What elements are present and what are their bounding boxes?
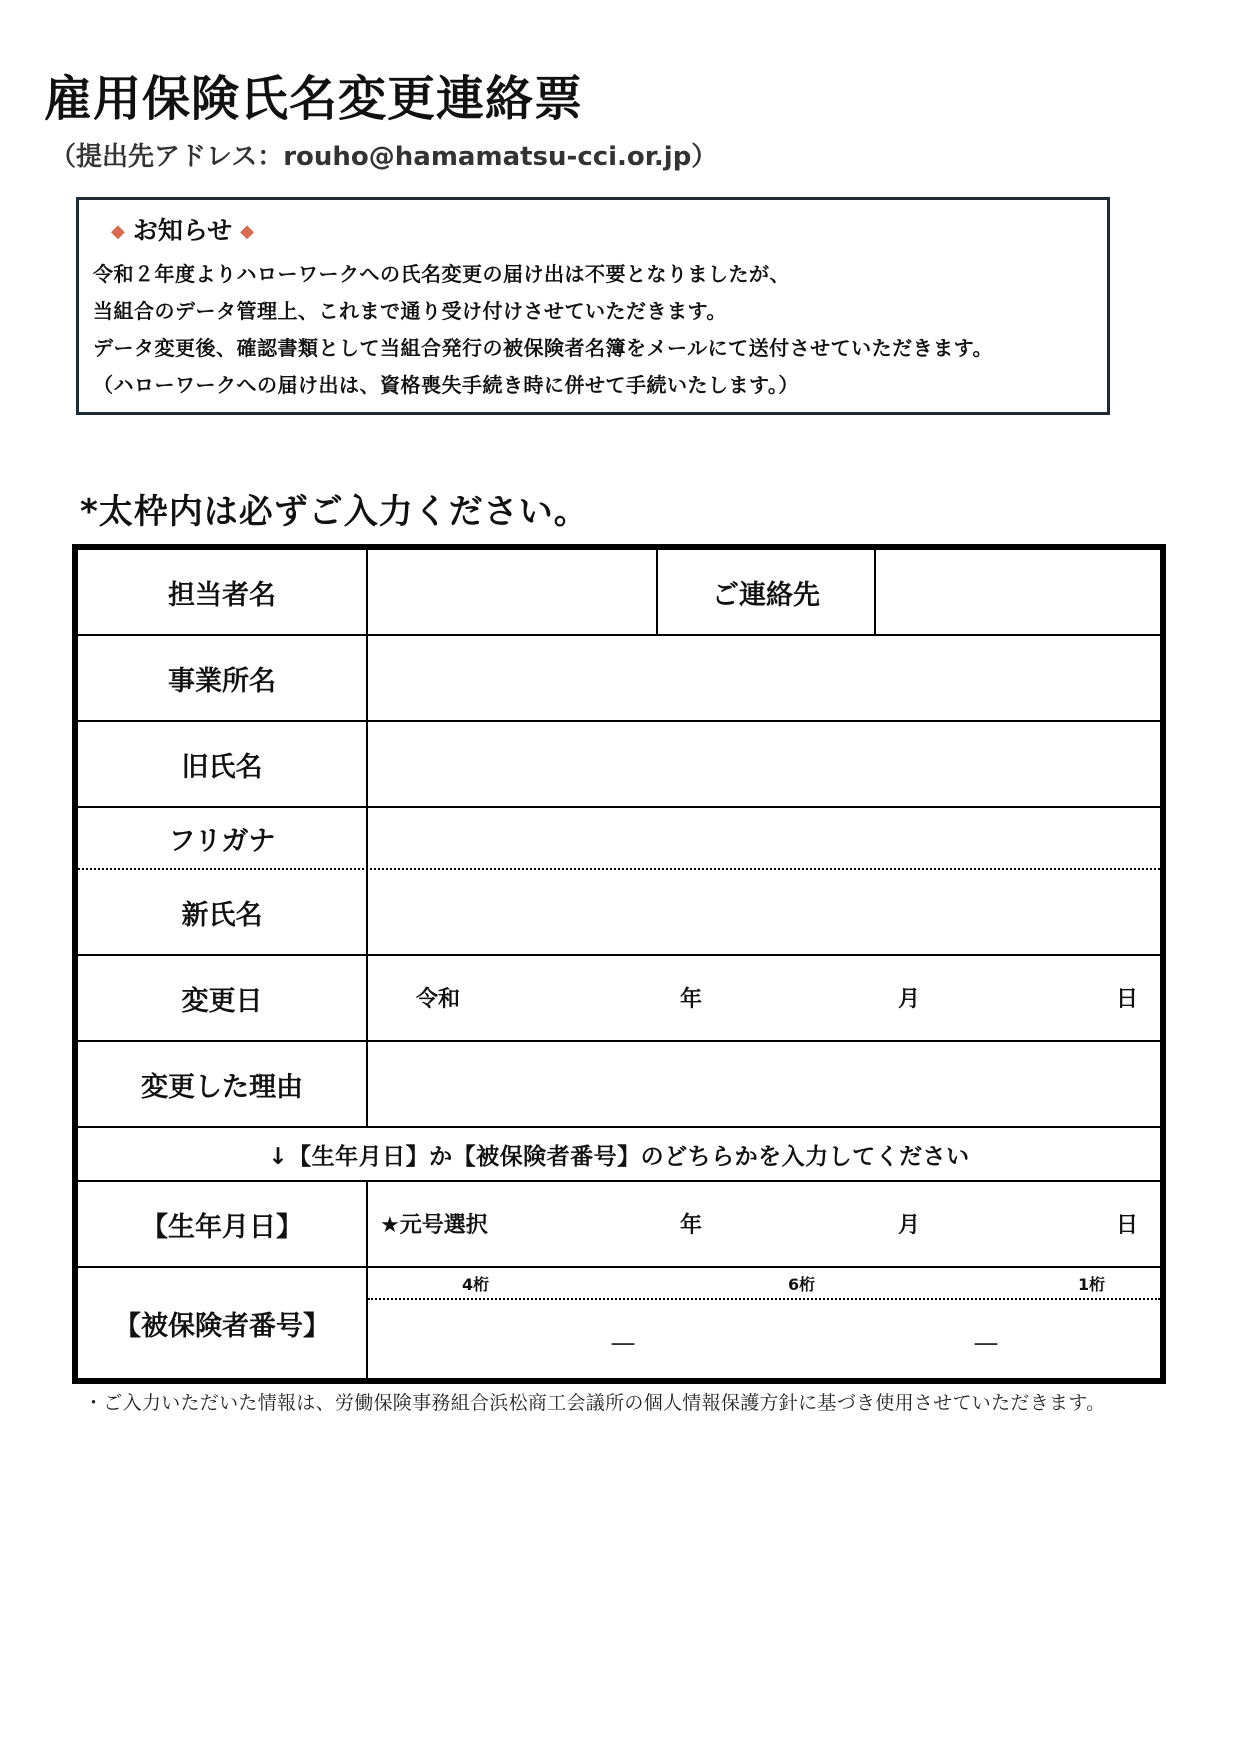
form-table: [72, 544, 1166, 1384]
furigana-input[interactable]: [368, 808, 1160, 868]
notice-box: [76, 197, 1110, 415]
day-unit: 日: [1116, 987, 1139, 1012]
row-furigana: [78, 808, 1160, 870]
era-select[interactable]: ★元号選択: [380, 1213, 488, 1238]
month-unit: 月: [898, 1213, 921, 1238]
separator-dash: ＿: [612, 1323, 635, 1348]
row-choice-note: [78, 1128, 1160, 1182]
digits-6-label: 6桁: [788, 1275, 816, 1294]
notice-heading: [103, 212, 1093, 250]
birthdate-input[interactable]: [368, 1182, 1160, 1266]
person-in-charge-input[interactable]: [368, 550, 658, 634]
office-name-input[interactable]: [368, 636, 1160, 720]
row-insured-number: [78, 1268, 1160, 1378]
insured-number-input[interactable]: [368, 1268, 1160, 1378]
row-office-name: [78, 636, 1160, 722]
notice-line: 当組合のデータ管理上、これまで通り受け付けさせていただきます。: [93, 299, 727, 323]
reason-input[interactable]: [368, 1042, 1160, 1126]
insured-number-label: 【被保険者番号】: [78, 1268, 368, 1378]
person-in-charge-label: 担当者名: [78, 550, 368, 634]
birthdate-label: 【生年月日】: [78, 1182, 368, 1266]
digit-header: [368, 1268, 1160, 1300]
required-instruction: *太枠内は必ずご入力ください。: [80, 492, 589, 532]
privacy-note: ・ご入力いただいた情報は、労働保険事務組合浜松商工会議所の個人情報保護方針に基づき使用させていただきます。: [84, 1392, 1106, 1414]
year-unit: 年: [680, 1213, 703, 1238]
old-name-label: 旧氏名: [78, 722, 368, 806]
choice-note: ↓【生年月日】か【被保険者番号】のどちらかを入力してください: [268, 1143, 970, 1170]
separator-dash: ＿: [975, 1323, 998, 1348]
year-unit: 年: [680, 987, 703, 1012]
new-name-label: 新氏名: [78, 870, 368, 954]
contact-label: ご連絡先: [658, 550, 876, 634]
change-date-input[interactable]: [368, 956, 1160, 1040]
notice-line: （ハローワークへの届け出は、資格喪失手続き時に併せて手続いたします。）: [93, 373, 799, 397]
row-change-date: [78, 956, 1160, 1042]
diamond-icon: ◆: [240, 221, 254, 242]
submit-address: （提出先アドレス：rouho@hamamatsu-cci.or.jp）: [50, 142, 718, 172]
row-reason: [78, 1042, 1160, 1128]
reason-label: 変更した理由: [78, 1042, 368, 1126]
contact-input[interactable]: [876, 550, 1160, 634]
month-unit: 月: [898, 987, 921, 1012]
notice-line: データ変更後、確認書類として当組合発行の被保険者名簿をメールにて送付させていただきます。: [93, 336, 993, 360]
row-old-name: [78, 722, 1160, 808]
page-title: 雇用保険氏名変更連絡票: [44, 71, 584, 127]
office-name-label: 事業所名: [78, 636, 368, 720]
notice-line: 令和２年度よりハローワークへの氏名変更の届け出は不要となりましたが、: [93, 262, 790, 286]
row-birthdate: [78, 1182, 1160, 1268]
digits-1-label: 1桁: [1078, 1275, 1106, 1294]
new-name-input[interactable]: [368, 870, 1160, 954]
change-date-label: 変更日: [78, 956, 368, 1040]
digits-4-label: 4桁: [462, 1275, 490, 1294]
notice-heading-text: お知らせ: [132, 216, 233, 245]
old-name-input[interactable]: [368, 722, 1160, 806]
furigana-label: フリガナ: [78, 808, 368, 868]
diamond-icon: ◆: [111, 221, 125, 242]
era-text: 令和: [416, 987, 461, 1012]
row-person-in-charge: [78, 550, 1160, 636]
row-new-name: [78, 870, 1160, 956]
day-unit: 日: [1116, 1213, 1139, 1238]
